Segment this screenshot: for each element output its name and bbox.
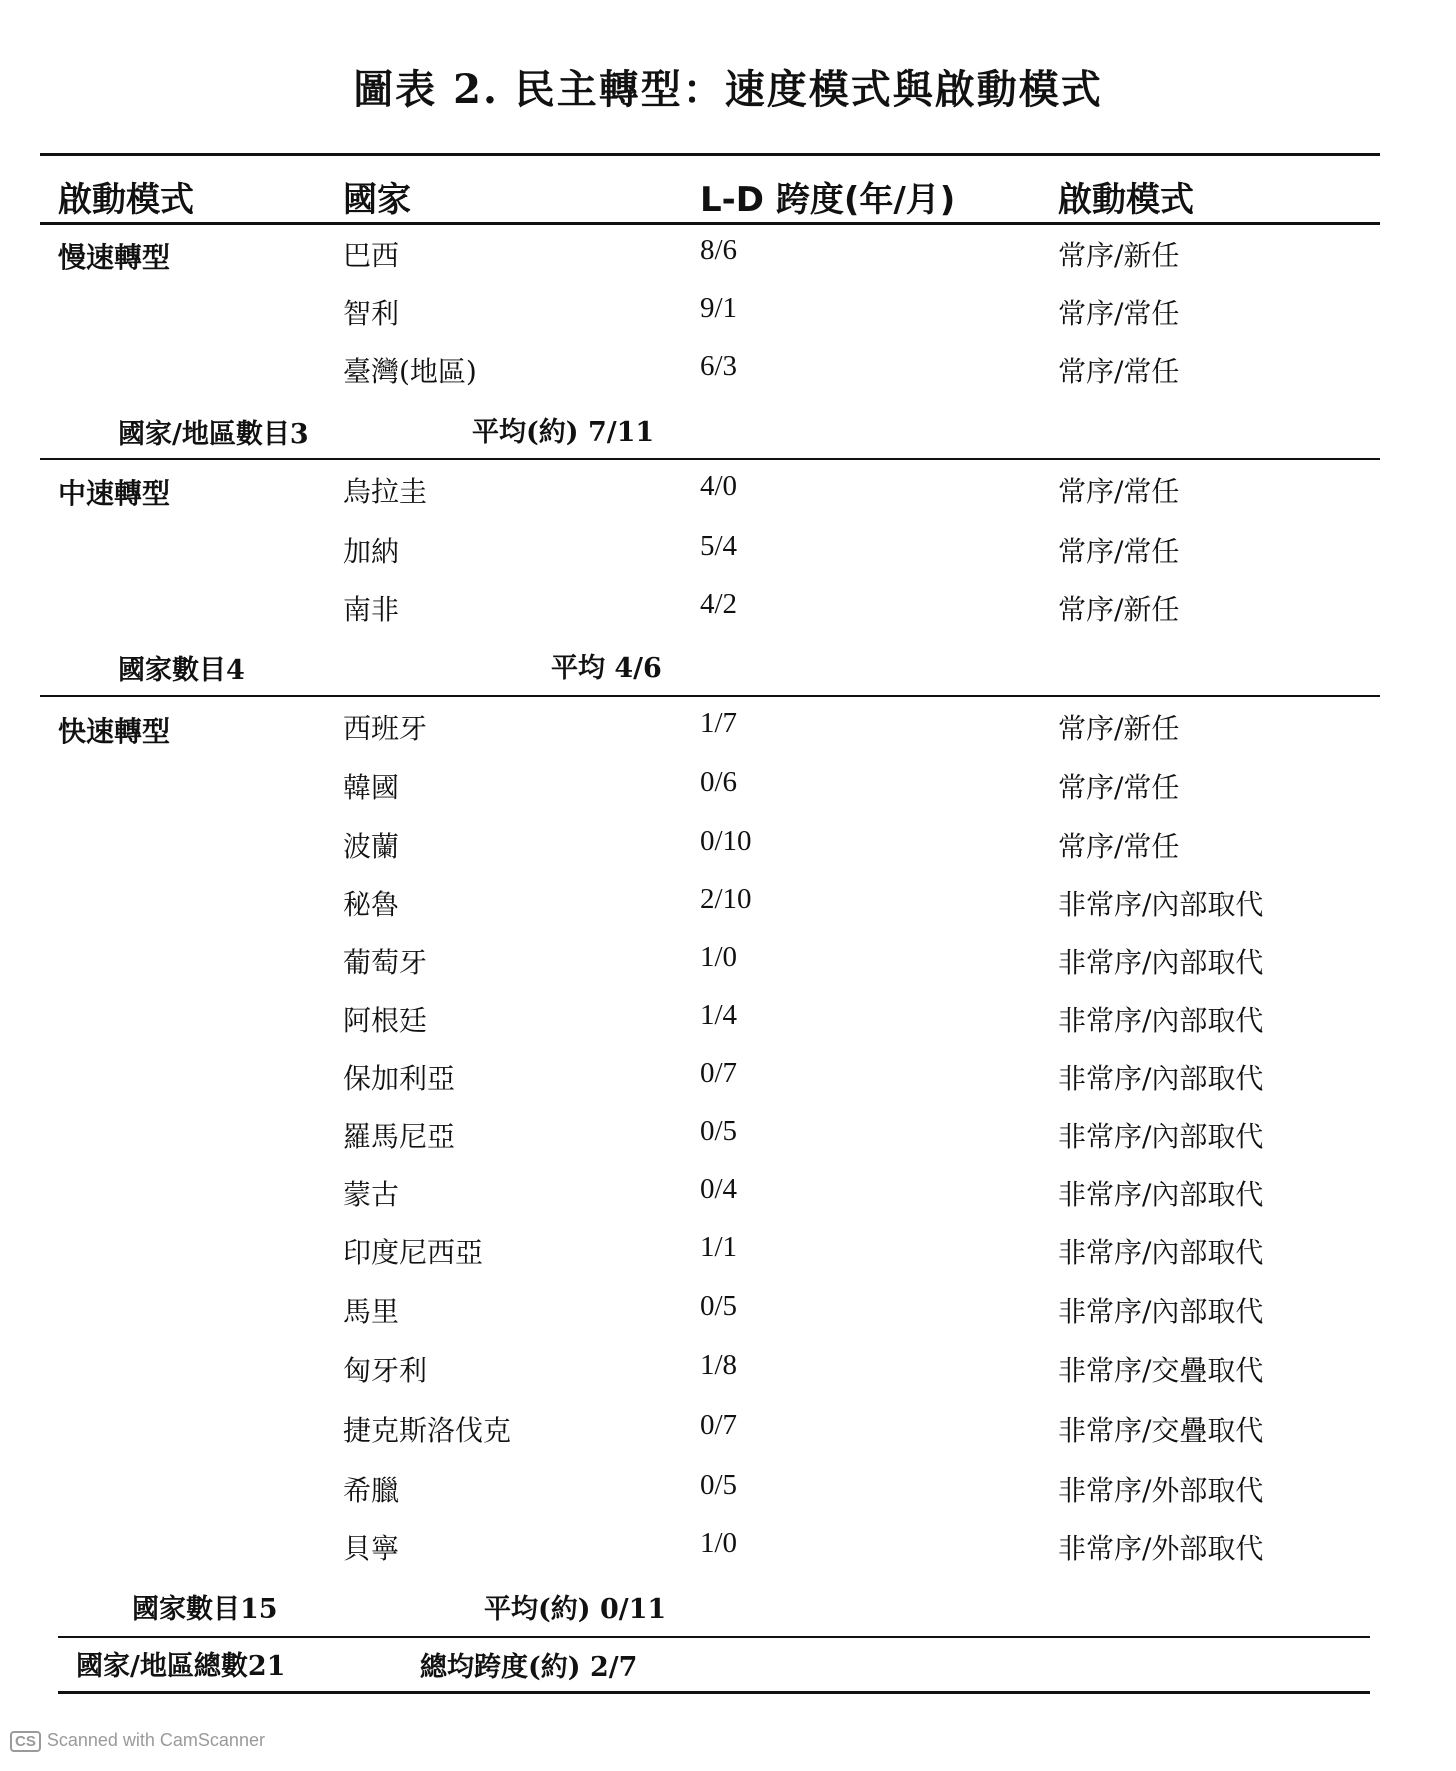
mode-cell: 非常序/交疊取代 xyxy=(1058,1354,1264,1387)
header-group: 啟動模式 xyxy=(58,180,194,220)
country-cell: 智利 xyxy=(343,297,400,330)
span-cell: 4/2 xyxy=(700,588,738,620)
table-row xyxy=(0,1173,1456,1213)
table-row xyxy=(0,766,1456,806)
mode-cell: 非常序/內部取代 xyxy=(1058,946,1264,979)
group-label-medium: 中速轉型 xyxy=(58,477,171,510)
span-cell: 1/8 xyxy=(700,1349,738,1381)
country-cell: 韓國 xyxy=(343,771,400,804)
country-cell: 阿根廷 xyxy=(343,1004,428,1037)
table-row xyxy=(0,1115,1456,1155)
mode-cell: 常序/常任 xyxy=(1058,355,1180,388)
table-row xyxy=(0,234,1456,274)
group-rule xyxy=(40,695,1380,697)
mode-cell: 非常序/內部取代 xyxy=(1058,1236,1264,1269)
mode-cell: 非常序/外部取代 xyxy=(1058,1474,1264,1507)
table-row xyxy=(0,1527,1456,1567)
total-average: 總均跨度(約) 2/7 xyxy=(420,1652,638,1683)
table-bottom-rule xyxy=(58,1691,1370,1694)
mode-cell: 常序/常任 xyxy=(1058,475,1180,508)
country-cell: 秘魯 xyxy=(343,888,400,921)
country-cell: 蒙古 xyxy=(343,1178,400,1211)
scanner-text: Scanned with CamScanner xyxy=(46,1730,265,1750)
table-row xyxy=(0,1409,1456,1449)
mode-cell: 常序/常任 xyxy=(1058,297,1180,330)
header-bottom-rule xyxy=(40,222,1380,225)
country-cell: 臺灣(地區) xyxy=(343,355,477,388)
span-cell: 0/5 xyxy=(700,1469,738,1501)
country-cell: 保加利亞 xyxy=(343,1062,456,1095)
country-cell: 葡萄牙 xyxy=(343,946,428,979)
mode-cell: 常序/常任 xyxy=(1058,535,1180,568)
country-cell: 馬里 xyxy=(343,1295,400,1328)
country-cell: 波蘭 xyxy=(343,830,400,863)
span-cell: 0/7 xyxy=(700,1057,738,1089)
table-row xyxy=(0,707,1456,747)
span-cell: 0/7 xyxy=(700,1409,738,1441)
camscanner-icon: CS xyxy=(10,1731,41,1752)
total-count: 國家/地區總數21 xyxy=(76,1651,286,1682)
span-cell: 5/4 xyxy=(700,530,738,562)
mode-cell: 非常序/交疊取代 xyxy=(1058,1414,1264,1447)
country-cell: 印度尼西亞 xyxy=(343,1236,484,1269)
span-cell: 0/10 xyxy=(700,825,752,857)
mode-cell: 非常序/內部取代 xyxy=(1058,1062,1264,1095)
group-rule xyxy=(40,458,1380,460)
mode-cell: 非常序/內部取代 xyxy=(1058,1004,1264,1037)
span-cell: 1/1 xyxy=(700,1231,738,1263)
span-cell: 0/5 xyxy=(700,1115,738,1147)
group-average: 平均 4/6 xyxy=(551,653,662,684)
span-cell: 1/4 xyxy=(700,999,738,1031)
table-row xyxy=(0,470,1456,510)
table-row xyxy=(0,292,1456,332)
header-mode: 啟動模式 xyxy=(1058,180,1194,220)
group-label-fast: 快速轉型 xyxy=(58,715,171,748)
group-label-slow: 慢速轉型 xyxy=(58,241,171,274)
table-row xyxy=(0,530,1456,570)
table-row xyxy=(0,825,1456,865)
country-cell: 加納 xyxy=(343,535,400,568)
mode-cell: 非常序/外部取代 xyxy=(1058,1532,1264,1565)
table-row xyxy=(0,1290,1456,1330)
page-title: 圖表 2. 民主轉型：速度模式與啟動模式 xyxy=(353,66,1103,113)
span-cell: 0/5 xyxy=(700,1290,738,1322)
header-span: L-D 跨度(年/月) xyxy=(700,180,956,220)
group-count: 國家/地區數目3 xyxy=(118,419,309,450)
table-row xyxy=(0,999,1456,1039)
span-cell: 0/6 xyxy=(700,766,738,798)
mode-cell: 非常序/內部取代 xyxy=(1058,1178,1264,1211)
span-cell: 2/10 xyxy=(700,883,752,915)
country-cell: 貝寧 xyxy=(343,1532,400,1565)
table-row xyxy=(0,588,1456,628)
span-cell: 9/1 xyxy=(700,292,738,324)
table-row xyxy=(0,1469,1456,1509)
mode-cell: 常序/新任 xyxy=(1058,712,1180,745)
table-row xyxy=(0,1349,1456,1389)
mode-cell: 常序/常任 xyxy=(1058,830,1180,863)
mode-cell: 非常序/內部取代 xyxy=(1058,1295,1264,1328)
mode-cell: 常序/常任 xyxy=(1058,771,1180,804)
scanner-watermark xyxy=(10,1730,265,1752)
group-average: 平均(約) 7/11 xyxy=(472,417,655,448)
span-cell: 1/0 xyxy=(700,941,738,973)
span-cell: 6/3 xyxy=(700,350,738,382)
table-row xyxy=(0,1057,1456,1097)
country-cell: 巴西 xyxy=(343,239,400,272)
group-rule xyxy=(58,1636,1370,1638)
span-cell: 1/7 xyxy=(700,707,738,739)
table-top-rule xyxy=(40,153,1380,156)
table-row xyxy=(0,941,1456,981)
country-cell: 南非 xyxy=(343,593,400,626)
table-row xyxy=(0,883,1456,923)
country-cell: 匈牙利 xyxy=(343,1354,428,1387)
table-row xyxy=(0,350,1456,390)
country-cell: 羅馬尼亞 xyxy=(343,1120,456,1153)
table-row xyxy=(0,1231,1456,1271)
group-average: 平均(約) 0/11 xyxy=(484,1594,667,1625)
mode-cell: 非常序/內部取代 xyxy=(1058,1120,1264,1153)
country-cell: 希臘 xyxy=(343,1474,400,1507)
span-cell: 4/0 xyxy=(700,470,738,502)
header-country: 國家 xyxy=(343,180,411,220)
mode-cell: 常序/新任 xyxy=(1058,593,1180,626)
mode-cell: 常序/新任 xyxy=(1058,239,1180,272)
country-cell: 烏拉圭 xyxy=(343,475,428,508)
country-cell: 西班牙 xyxy=(343,712,428,745)
span-cell: 0/4 xyxy=(700,1173,738,1205)
span-cell: 1/0 xyxy=(700,1527,738,1559)
group-count: 國家數目4 xyxy=(118,655,245,686)
mode-cell: 非常序/內部取代 xyxy=(1058,888,1264,921)
country-cell: 捷克斯洛伐克 xyxy=(343,1414,512,1447)
span-cell: 8/6 xyxy=(700,234,738,266)
group-count: 國家數目15 xyxy=(132,1594,278,1625)
